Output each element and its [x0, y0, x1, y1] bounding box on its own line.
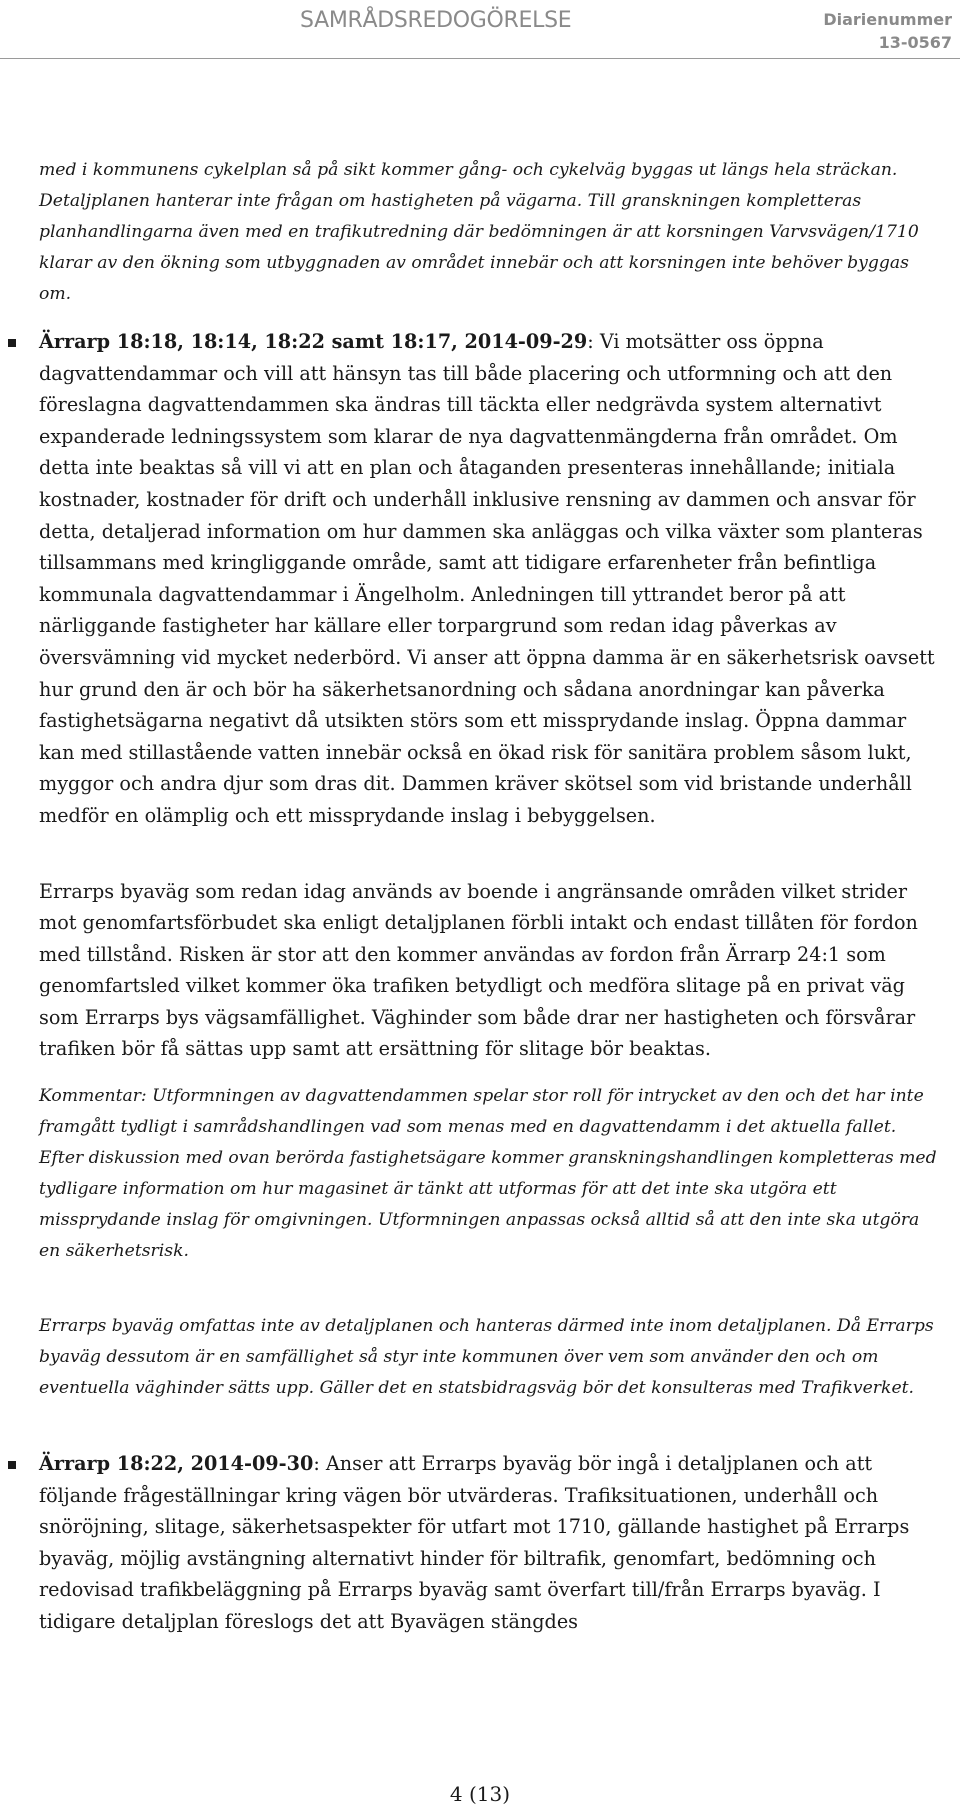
diary-number: 13-0567 — [878, 33, 952, 52]
response-heading-1: Ärrarp 18:18, 18:14, 18:22 samt 18:17, 2014-09-29 — [39, 330, 588, 353]
comment-paragraph-1: Kommentar: Utformningen av dagvattendammen spelar stor roll för intrycket av den och det har inte framgått tydligt i samrådshandlingen vad som menas med en dagvattendamm i det aktuella fallet. Efter diskussion med ovan berörda fastighetsägare kommer granskningshandlingen kompletteras med tydligare information om hur magasinet är tänkt att utformas för att det inte ska utgöra ett missprydande inslag för omgivningen. Utformningen anpassas också alltid så att den inte ska utgöra en säkerhetsrisk. — [39, 1086, 937, 1262]
bullet-square-icon — [8, 339, 16, 347]
response-item-1 — [39, 326, 944, 832]
response-text-1: : Vi motsätter oss öppna dagvattendammar och vill att hänsyn tas till både placering och utformning och att den föreslagna dagvattendammen ska ändras till täckta eller nedgrävda system alternativt expanderade ledningssystem som klarar de nya dagvattenmängderna från området. Om detta inte beaktas så vill vi att en plan och åtaganden presenteras innehållande; initiala kostnader, kostnader för drift och underhåll inklusive rensning av dammen och ansvar för detta, detaljerad information om hur dammen ska anläggas och vilka växter som planteras tillsammans med kringliggande område, samt att tidigare erfarenheter från befintliga kommunala dagvattendammar i Ängelholm. Anledningen till yttrandet beror på att närliggande fastigheter har källare eller torpargrund som redan idag påverkas av översvämning vid mycket nederbörd. Vi anser att öppna damma är en säkerhetsrisk oavsett hur grund den är och bör ha säkerhetsanordning och sådana anordningar kan påverka fastighetsägarna negativt då utsikten störs som ett missprydande inslag. Öppna dammar kan med stillastående vatten innebär också en ökad risk för sanitära problem såsom lukt, myggor och andra djur som dras dit. Dammen kräver skötsel som vid bristande underhåll medför en olämplig och ett missprydande inslag i bebyggelsen. — [39, 330, 935, 827]
response-item-2 — [39, 1448, 944, 1638]
bullet-square-icon — [8, 1461, 16, 1469]
response-text-2: : Anser att Errarps byaväg bör ingå i detaljplanen och att följande frågeställningar kring vägen bör utvärderas. Trafiksituationen, underhåll och snöröjning, slitage, säkerhetsaspekter för utfart mot 1710, gällande hastighet på Errarps byaväg, möjlig avstängning alternativt hinder för biltrafik, genomfart, bedömning och redovisad trafikbeläggning på Errarps byaväg samt överfart till/från Errarps byaväg. I tidigare detaljplan föreslogs det att Byavägen stängdes — [39, 1452, 910, 1634]
page-header — [0, 0, 960, 59]
comment-paragraph-2: Errarps byaväg omfattas inte av detaljplanen och hanteras därmed inte inom detaljplanen. Då Errarps byaväg dessutom är en samfällighet så styr inte kommunen över vem som använder den och om eventuella väghinder sätts upp. Gäller det en statsbidragsväg bör det konsulteras med Trafikverket. — [39, 1316, 934, 1399]
errarps-paragraph: Errarps byaväg som redan idag används av boende i angränsande områden vilket strider mot genomfartsförbudet ska enligt detaljplanen förbli intakt och endast tillåten för fordon med tillstånd. Risken är stor att den kommer användas av fordon från Ärrarp 24:1 som genomfartsled vilket kommer öka trafiken betydligt och medföra slitage på en privat väg som Errarps bys vägsamfällighet. Väghinder som både drar ner hastigheten och försvårar trafiken bör få sättas upp samt att ersättning för slitage bör beaktas. — [39, 879, 918, 1061]
document-title: SAMRÅDSREDOGÖRELSE — [300, 8, 572, 33]
diary-number-label: Diarienummer — [823, 10, 952, 29]
document-body — [39, 155, 944, 1638]
page-number: 4 (13) — [449, 1782, 511, 1806]
response-heading-2: Ärrarp 18:22, 2014-09-30 — [39, 1452, 314, 1476]
intro-comment: med i kommunens cykelplan så på sikt kommer gång- och cykelväg byggas ut längs hela sträckan. Detaljplanen hanterar inte frågan om hastigheten på vägarna. Till granskningen kompletteras planhandlingarna även med en trafikutredning där bedömningen är att korsningen Varvsvägen/1710 klarar av den ökning som utbyggnaden av området innebär och att korsningen inte behöver byggas om. — [39, 160, 919, 304]
